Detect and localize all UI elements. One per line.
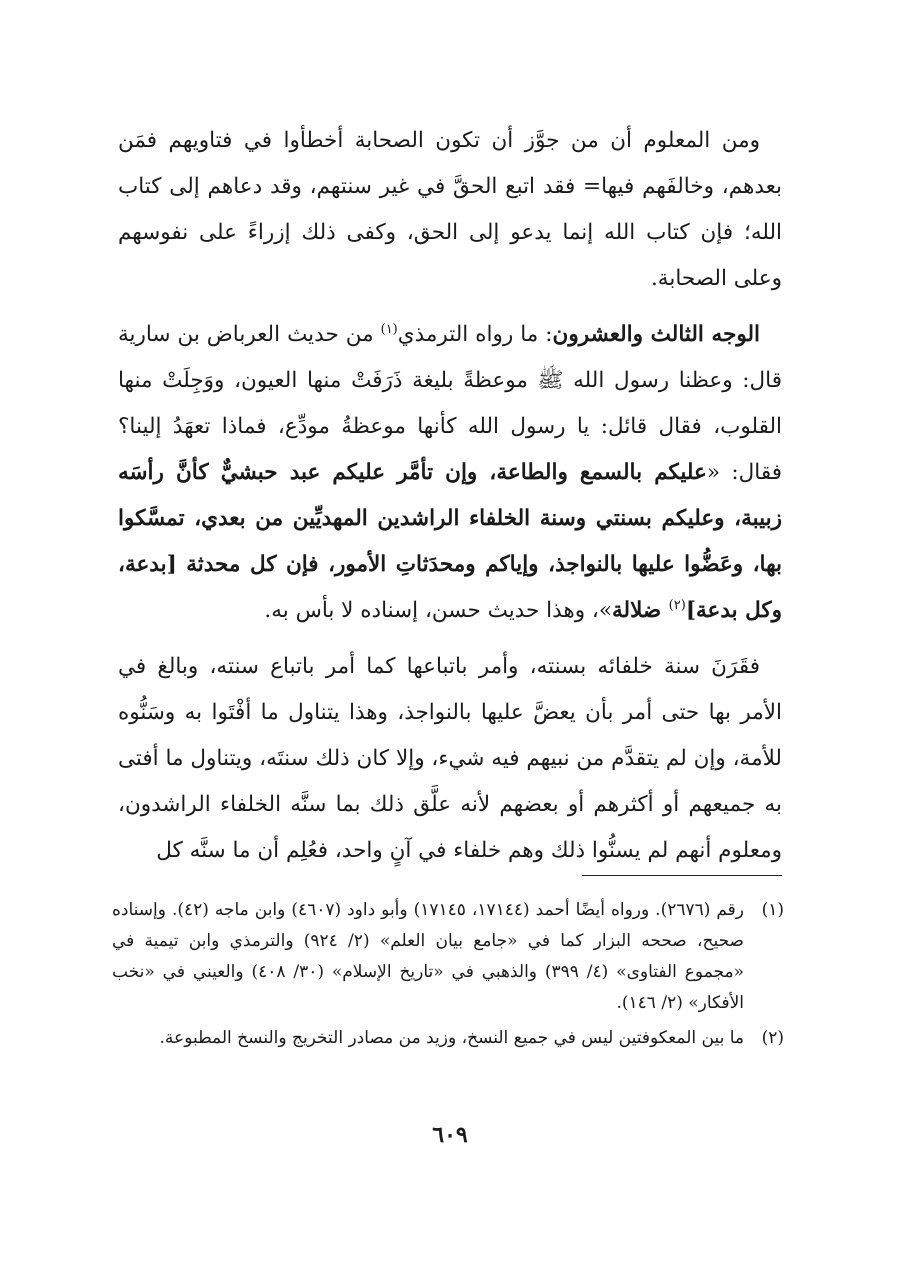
footnote-ref-1[interactable]: (١) (380, 321, 398, 337)
paragraph-2-closing: »، وهذا حديث حسن، إسناده لا بأس به. (264, 598, 613, 623)
paragraph-2-narration: من حديث العرباض بن سارية قال: وعظنا رسول الله ﷺ موعظةً بليغة ذَرَفَتْ منها العيون، ووَجِلَتْ منها القلوب، فقال قائل: يا رسول الله كأنها موعظةُ مودِّع، فماذا تعهَدُ إلينا؟ فقال: « (118, 322, 782, 485)
paragraph-2-intro: : ما رواه الترمذي (397, 322, 553, 347)
footnote-text: رقم (٢٦٧٦). ورواه أيضًا أحمد (١٧١٤٤، ١٧١٤٥) وأبو داود (٤٦٠٧) وابن ماجه (٤٢). وإسناده صحيح، صححه البزار كما في «جامع بيان العلم» (٢/ ٩٢٤) والترمذي وابن تيمية في «مجموع الفتاوى» (٤/ ٣٩٩) والذهبي في «تاريخ الإسلام» (٣٠/ ٤٠٨) والعيني في «نخب الأفكار» (٢/ ١٤٦). (112, 900, 745, 1013)
main-text (118, 118, 782, 884)
paragraph-1: ومن المعلوم أن من جوَّز أن تكون الصحابة أخطأوا في فتاويهم فمَن بعدهم، وخالفَهم فيها= فقد اتبع الحقَّ في غير سنتهم، وقد دعاهم إلى كتاب الله؛ فإن كتاب الله إنما يدعو إلى الحق، وكفى ذلك إزراءً على نفوسهم وعلى الصحابة. (118, 128, 782, 291)
footnote-1 (112, 895, 784, 1019)
footnotes (112, 895, 784, 1058)
hadith-text: عليكم بالسمع والطاعة، وإن تأمَّر عليكم عبد حبشيٌّ كأنَّ رأسَه زبيبة، وعليكم بسنتي وسنة الخلفاء الراشدين المهديِّين من بعدي، تمسَّكوا بها، وعَضُّوا عليها بالنواجذ، وإياكم ومحدَثاتِ الأمور، فإن كل محدثة [بدعة، وكل بدعة] (118, 460, 782, 623)
footnote-separator (582, 875, 782, 876)
footnote-number: (١) (761, 900, 784, 920)
hadith-text-end: ضلالة (612, 598, 669, 623)
footnote-2 (112, 1023, 784, 1054)
section-heading: الوجه الثالث والعشرون (552, 322, 760, 347)
paragraph-3: فقَرَنَ سنة خلفائه بسنته، وأمر باتباعها كما أمر باتباع سنته، وبالغ في الأمر بها حتى أمر بأن يعضَّ عليها بالنواجذ، وهذا يتناول ما أفْتَوا به وسَنُّوه للأمة، وإن لم يتقدَّم من نبيهم فيه شيء، وإلا كان ذلك سنتَه، ويتناول ما أفتى به جميعهم أو أكثرهم أو بعضهم لأنه علَّق ذلك بما سنَّه الخلفاء الراشدون، ومعلوم أنهم لم يسنُّوا ذلك وهم خلفاء في آنٍ واحد، فعُلِم أن ما سنَّه كل (118, 654, 782, 863)
footnote-text: ما بين المعكوفتين ليس في جميع النسخ، وزيد من مصادر التخريج والنسخ المطبوعة. (159, 1028, 744, 1048)
footnote-ref-2[interactable]: (٢) (668, 597, 686, 613)
paragraph-2 (118, 312, 782, 634)
footnote-number: (٢) (761, 1028, 784, 1048)
page-number: ٦٠٩ (432, 1122, 468, 1148)
